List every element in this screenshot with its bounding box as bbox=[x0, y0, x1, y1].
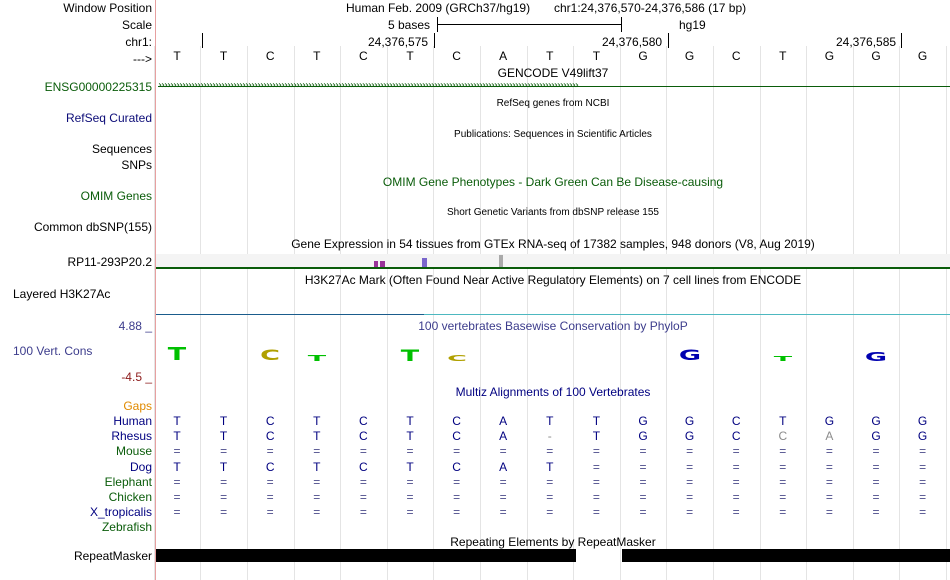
assembly-title: Human Feb. 2009 (GRCh37/hg19) bbox=[346, 1, 531, 15]
alignment-base: = bbox=[732, 459, 740, 474]
alignment-base: T bbox=[219, 414, 228, 428]
gridline bbox=[247, 46, 248, 580]
alignment-base: G bbox=[638, 429, 648, 444]
species-label-human[interactable]: Human bbox=[113, 414, 152, 428]
title-conservation[interactable]: 100 vertebrates Basewise Conservation by PhyloP bbox=[418, 319, 688, 333]
gridline bbox=[294, 46, 295, 580]
sequence-base: A bbox=[499, 49, 508, 63]
ruler-tick-label-2: 24,376,580 bbox=[602, 35, 663, 49]
alignment-base: A bbox=[499, 414, 508, 428]
strand-arrows-icon: ›››››››››››››››››››››››››››››››››››››››››››››››››››››››››››››››››››››››››››››››››››››››››››››››››››››››››››››››››››››››››››››››››››››››››››› bbox=[158, 80, 578, 91]
alignment-base: T bbox=[546, 414, 554, 428]
alignment-base: A bbox=[825, 429, 834, 444]
label-window-position: Window Position bbox=[63, 1, 152, 15]
alignment-base: = bbox=[872, 505, 880, 520]
ruler-tick-minor bbox=[202, 33, 203, 48]
title-refseq[interactable]: RefSeq genes from NCBI bbox=[496, 98, 610, 109]
alignment-base: = bbox=[825, 444, 833, 459]
sequence-base: T bbox=[406, 49, 414, 63]
alignment-base: = bbox=[406, 474, 414, 489]
alignment-base: C bbox=[778, 429, 788, 444]
alignment-base: = bbox=[732, 474, 740, 489]
alignment-base: = bbox=[919, 490, 927, 504]
label-gaps[interactable]: Gaps bbox=[123, 399, 152, 413]
repeatmasker-block-2[interactable] bbox=[622, 549, 950, 562]
alignment-base: = bbox=[220, 444, 228, 459]
species-label-rhesus[interactable]: Rhesus bbox=[111, 429, 152, 444]
alignment-base: = bbox=[872, 459, 880, 474]
alignment-base: T bbox=[219, 429, 228, 444]
alignment-base: T bbox=[406, 414, 414, 428]
gridline bbox=[387, 46, 388, 580]
alignment-base: G bbox=[917, 429, 928, 444]
label-scale: Scale bbox=[121, 18, 152, 32]
title-multiz[interactable]: Multiz Alignments of 100 Vertebrates bbox=[455, 385, 651, 399]
gridline bbox=[340, 46, 341, 580]
alignment-base: = bbox=[359, 505, 367, 520]
alignment-base: = bbox=[406, 444, 414, 459]
track-labels-panel bbox=[0, 0, 155, 580]
alignment-base: C bbox=[452, 429, 461, 444]
alignment-base: = bbox=[220, 490, 228, 504]
alignment-base: C bbox=[452, 459, 461, 474]
label-snps[interactable]: SNPs bbox=[121, 158, 152, 172]
alignment-base: = bbox=[313, 474, 321, 489]
alignment-base: G bbox=[871, 429, 881, 444]
alignment-base: C bbox=[731, 414, 741, 428]
alignment-base: - bbox=[547, 429, 552, 444]
alignment-base: T bbox=[313, 429, 321, 444]
alignment-base: = bbox=[592, 474, 600, 489]
alignment-base: = bbox=[686, 490, 694, 504]
alignment-base: T bbox=[313, 459, 321, 474]
alignment-base: = bbox=[266, 444, 274, 459]
sequence-base: T bbox=[779, 49, 787, 63]
alignment-base: = bbox=[173, 490, 181, 504]
ruler-tick-2 bbox=[668, 33, 669, 48]
alignment-base: = bbox=[453, 444, 461, 459]
alignment-base: = bbox=[919, 505, 927, 520]
alignment-base: A bbox=[499, 429, 508, 444]
alignment-base: C bbox=[265, 459, 275, 474]
alignment-base: = bbox=[313, 490, 321, 504]
alignment-base: = bbox=[686, 459, 694, 474]
alignment-base: = bbox=[173, 444, 181, 459]
alignment-base: = bbox=[546, 490, 554, 504]
alignment-base: = bbox=[732, 490, 740, 504]
title-publications[interactable]: Publications: Sequences in Scientific Articles bbox=[454, 129, 652, 140]
alignment-base: = bbox=[266, 505, 274, 520]
alignment-base: = bbox=[825, 490, 833, 504]
alignment-base: G bbox=[684, 429, 695, 444]
gencode-gene-feature[interactable] bbox=[158, 81, 950, 93]
alignment-base: = bbox=[825, 474, 833, 489]
alignment-base: = bbox=[639, 490, 647, 504]
alignment-base: = bbox=[825, 459, 833, 474]
alignment-base: = bbox=[779, 490, 787, 504]
conservation-glyph: C bbox=[446, 354, 467, 363]
alignment-base: = bbox=[453, 474, 461, 489]
alignment-base: T bbox=[173, 429, 181, 444]
alignment-base: = bbox=[499, 490, 507, 504]
title-omim[interactable]: OMIM Gene Phenotypes - Dark Green Can Be Disease-causing bbox=[382, 175, 724, 189]
alignment-base: = bbox=[173, 474, 181, 489]
gridline bbox=[899, 46, 900, 580]
sequence-base: C bbox=[265, 49, 275, 63]
alignment-base: = bbox=[732, 444, 740, 459]
alignment-base: = bbox=[592, 490, 600, 504]
alignment-base: = bbox=[220, 505, 228, 520]
label-refseq-curated[interactable]: RefSeq Curated bbox=[65, 111, 152, 125]
alignment-base: = bbox=[313, 444, 321, 459]
position-readout: chr1:24,376,570-24,376,586 (17 bp) bbox=[554, 1, 747, 15]
gridline bbox=[713, 46, 714, 580]
sequence-base: G bbox=[684, 49, 695, 63]
gridline bbox=[573, 46, 574, 580]
title-gencode[interactable]: GENCODE V49lift37 bbox=[497, 66, 609, 80]
alignment-base: = bbox=[732, 505, 740, 520]
label-layered-h3k27ac[interactable]: Layered H3K27Ac bbox=[13, 287, 111, 301]
alignment-base: = bbox=[919, 444, 927, 459]
title-repeatmasker[interactable]: Repeating Elements by RepeatMasker bbox=[450, 535, 656, 549]
alignment-base: = bbox=[872, 444, 880, 459]
label-cons-max: 4.88 _ bbox=[118, 319, 152, 333]
alignment-base: = bbox=[313, 505, 321, 520]
gridline bbox=[946, 46, 947, 580]
alignment-base: C bbox=[731, 429, 741, 444]
gridline bbox=[480, 46, 481, 580]
alignment-base: = bbox=[546, 505, 554, 520]
alignment-base: = bbox=[872, 474, 880, 489]
alignment-base: = bbox=[499, 505, 507, 520]
sequence-base: T bbox=[592, 49, 601, 63]
alignment-base: T bbox=[173, 414, 181, 428]
conservation-glyph: T bbox=[307, 354, 327, 363]
conservation-glyph: G bbox=[678, 348, 701, 364]
label-gencode-gene[interactable]: ENSG00000225315 bbox=[44, 80, 152, 94]
sequence-base: T bbox=[173, 49, 181, 63]
alignment-base: A bbox=[499, 459, 508, 474]
alignment-base: = bbox=[592, 444, 600, 459]
title-dbsnp[interactable]: Short Genetic Variants from dbSNP release 155 bbox=[447, 207, 659, 218]
alignment-base: = bbox=[919, 459, 927, 474]
alignment-base: = bbox=[499, 474, 507, 489]
alignment-base: = bbox=[639, 459, 647, 474]
alignment-base: T bbox=[592, 414, 601, 428]
ruler-tick-3 bbox=[901, 33, 902, 48]
alignment-base: G bbox=[917, 414, 928, 428]
alignment-base: = bbox=[919, 474, 927, 489]
alignment-base: = bbox=[592, 505, 600, 520]
alignment-base: = bbox=[499, 444, 507, 459]
alignment-base: = bbox=[546, 474, 554, 489]
species-label-dog[interactable]: Dog bbox=[129, 459, 152, 474]
alignment-base: = bbox=[872, 490, 880, 504]
conservation-glyph: T bbox=[167, 344, 187, 365]
label-100-vert-cons[interactable]: 100 Vert. Cons bbox=[13, 344, 93, 358]
sequence-base: T bbox=[546, 49, 554, 63]
gridline bbox=[200, 46, 201, 580]
species-label-chicken[interactable]: Chicken bbox=[108, 490, 152, 504]
alignment-base: = bbox=[266, 474, 274, 489]
alignment-base: = bbox=[406, 505, 414, 520]
gridline bbox=[760, 46, 761, 580]
label-chrom: chr1: bbox=[125, 35, 152, 49]
alignment-base: = bbox=[406, 490, 414, 504]
label-omim-genes[interactable]: OMIM Genes bbox=[80, 189, 152, 203]
conservation-glyph: T bbox=[400, 346, 420, 365]
sequence-base: C bbox=[452, 49, 461, 63]
sequence-base: G bbox=[917, 49, 928, 63]
alignment-base: = bbox=[779, 505, 787, 520]
label-repeatmasker[interactable]: RepeatMasker bbox=[73, 549, 152, 563]
alignment-base: = bbox=[453, 490, 461, 504]
alignment-base: = bbox=[779, 459, 787, 474]
sequence-base: G bbox=[638, 49, 648, 63]
alignment-base: = bbox=[546, 444, 554, 459]
alignment-base: = bbox=[359, 474, 367, 489]
alignment-base: C bbox=[265, 429, 275, 444]
sequence-base: G bbox=[824, 49, 835, 63]
alignment-base: = bbox=[686, 444, 694, 459]
label-gtex-gene[interactable]: RP11-293P20.2 bbox=[67, 255, 152, 269]
label-strand: ---> bbox=[133, 52, 152, 66]
conservation-glyph: C bbox=[260, 348, 281, 364]
sequence-base: C bbox=[359, 49, 368, 63]
species-label-mouse[interactable]: Mouse bbox=[115, 444, 152, 459]
scale-bar bbox=[437, 17, 622, 32]
sequence-base: T bbox=[219, 49, 228, 63]
alignment-base: C bbox=[452, 414, 461, 428]
alignment-base: = bbox=[779, 474, 787, 489]
gridline bbox=[620, 46, 621, 580]
alignment-base: T bbox=[406, 429, 414, 444]
alignment-base: = bbox=[592, 459, 600, 474]
alignment-base: C bbox=[265, 414, 275, 428]
alignment-base: T bbox=[546, 459, 554, 474]
sequence-base: G bbox=[871, 49, 881, 63]
species-label-zebrafish[interactable]: Zebrafish bbox=[101, 520, 152, 535]
alignment-base: G bbox=[871, 414, 881, 428]
alignment-base: = bbox=[359, 444, 367, 459]
alignment-base: C bbox=[359, 429, 368, 444]
alignment-base: = bbox=[639, 505, 647, 520]
alignment-base: = bbox=[220, 474, 228, 489]
alignment-base: G bbox=[638, 414, 648, 428]
species-label-x_tropicalis[interactable]: X_tropicalis bbox=[89, 505, 152, 520]
alignment-base: = bbox=[825, 505, 833, 520]
conservation-logo-row[interactable] bbox=[156, 340, 950, 370]
gridline bbox=[433, 46, 434, 580]
ruler-tick-1 bbox=[434, 33, 435, 48]
alignment-base: T bbox=[406, 459, 414, 474]
scale-bar-label: 5 bases bbox=[388, 18, 431, 32]
alignment-base: = bbox=[639, 474, 647, 489]
alignment-base: = bbox=[453, 505, 461, 520]
alignment-base: T bbox=[219, 459, 228, 474]
alignment-base: = bbox=[266, 490, 274, 504]
h3k27ac-signal[interactable] bbox=[156, 314, 950, 316]
alignment-base: T bbox=[592, 429, 601, 444]
sequence-base: T bbox=[313, 49, 321, 63]
label-common-dbsnp[interactable]: Common dbSNP(155) bbox=[33, 220, 152, 234]
title-h3k27ac[interactable]: H3K27Ac Mark (Often Found Near Active Regulatory Elements) on 7 cell lines from ENCODE bbox=[304, 273, 802, 287]
gridline bbox=[154, 46, 155, 580]
conservation-glyph: G bbox=[864, 350, 888, 364]
alignment-base: G bbox=[684, 414, 695, 428]
repeatmasker-block-1[interactable] bbox=[156, 549, 576, 562]
gridline bbox=[666, 46, 667, 580]
alignment-base: = bbox=[359, 490, 367, 504]
alignment-base: G bbox=[824, 414, 835, 428]
alignment-base: C bbox=[359, 414, 368, 428]
gridline bbox=[527, 46, 528, 580]
label-cons-min: -4.5 _ bbox=[121, 370, 152, 384]
gridline bbox=[853, 46, 854, 580]
alignment-base: T bbox=[313, 414, 321, 428]
alignment-base: = bbox=[639, 444, 647, 459]
alignment-base: C bbox=[359, 459, 368, 474]
alignment-base: = bbox=[686, 474, 694, 489]
conservation-glyph: T bbox=[773, 355, 793, 363]
title-gtex[interactable]: Gene Expression in 54 tissues from GTEx RNA-seq of 17382 samples, 948 donors (V8, Aug 2019) bbox=[291, 237, 815, 251]
alignment-base: = bbox=[686, 505, 694, 520]
alignment-base: = bbox=[173, 505, 181, 520]
alignment-base: T bbox=[779, 414, 787, 428]
alignment-base: T bbox=[173, 459, 181, 474]
ruler-tick-label-3: 24,376,585 bbox=[836, 35, 897, 49]
species-label-elephant[interactable]: Elephant bbox=[104, 474, 152, 489]
scale-db-label: hg19 bbox=[679, 18, 706, 32]
sequence-base: C bbox=[731, 49, 741, 63]
gridline bbox=[806, 46, 807, 580]
gtex-expression-bars[interactable] bbox=[156, 253, 950, 269]
label-sequences[interactable]: Sequences bbox=[91, 142, 152, 156]
ruler-tick-label-1: 24,376,575 bbox=[368, 35, 429, 49]
track-image-area[interactable] bbox=[156, 0, 950, 580]
alignment-base: = bbox=[779, 444, 787, 459]
